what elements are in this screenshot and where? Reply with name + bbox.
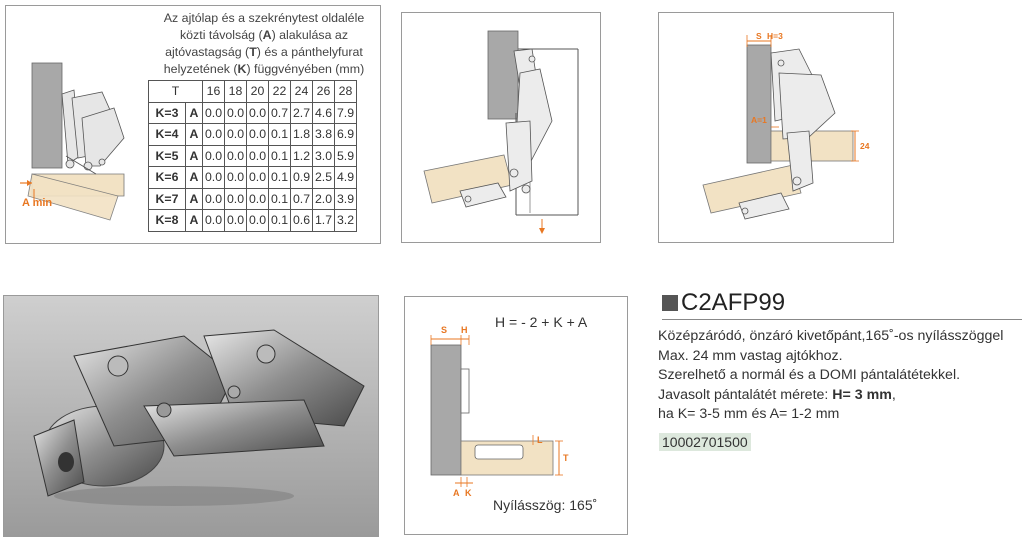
t-dim-label: T: [563, 453, 569, 463]
a-cell: A: [186, 145, 203, 167]
dim24-label: 24: [860, 141, 870, 151]
caption-line-4: helyzetének (K) függvényében (mm): [163, 62, 365, 76]
caption-line-2: közti távolság (A) alakulása az: [179, 28, 349, 42]
value-cell: 3.2: [335, 210, 357, 232]
table-caption: [148, 10, 380, 78]
value-cell: 1.7: [313, 210, 335, 232]
value-cell: 0.0: [247, 145, 269, 167]
k-cell: K=5: [149, 145, 186, 167]
a-dim-label: A: [453, 488, 460, 498]
thickness-header-cell: 22: [269, 81, 291, 103]
value-cell: 1.8: [291, 124, 313, 146]
value-cell: 7.9: [335, 102, 357, 124]
opening-angle-label: Nyílásszög: 165˚: [493, 497, 598, 513]
a-cell: A: [186, 167, 203, 189]
thickness-header-cell: 20: [247, 81, 269, 103]
value-cell: 0.0: [247, 210, 269, 232]
k-cell: K=4: [149, 124, 186, 146]
thickness-header-cell: 24: [291, 81, 313, 103]
value-cell: 0.0: [225, 102, 247, 124]
table-row: [149, 210, 357, 232]
thickness-header-cell: 26: [313, 81, 335, 103]
value-cell: 0.6: [291, 210, 313, 232]
value-cell: 0.9: [291, 167, 313, 189]
value-cell: 0.7: [291, 188, 313, 210]
s-dim-label: S: [441, 325, 448, 335]
value-cell: 4.9: [335, 167, 357, 189]
value-cell: 0.1: [269, 124, 291, 146]
thickness-header-cell: 16: [203, 81, 225, 103]
h3-label: H=3: [767, 31, 783, 41]
formula-text: H = - 2 + K + A: [495, 314, 588, 330]
hinge-photo-illustration: [4, 296, 379, 537]
value-cell: 6.9: [335, 124, 357, 146]
value-cell: 0.0: [225, 210, 247, 232]
product-code-badge: 10002701500: [659, 433, 751, 451]
k-cell: K=6: [149, 167, 186, 189]
title-square-icon: [662, 295, 678, 311]
table-header-row: [149, 81, 357, 103]
title-divider: [662, 319, 1022, 320]
value-cell: 0.1: [269, 167, 291, 189]
thickness-header-cell: 28: [335, 81, 357, 103]
desc-line-5: ha K= 3-5 mm és A= 1-2 mm: [658, 406, 840, 422]
table-row: [149, 124, 357, 146]
value-cell: 3.0: [313, 145, 335, 167]
desc-line-3: Szerelhető a normál és a DOMI pántalátétekkel.: [658, 367, 961, 383]
value-cell: 2.7: [291, 102, 313, 124]
thickness-header-cell: 18: [225, 81, 247, 103]
k-cell: K=8: [149, 210, 186, 232]
formula-panel: [404, 296, 628, 535]
table-row: [149, 145, 357, 167]
open-hinge-diagram: [402, 13, 601, 243]
value-cell: 5.9: [335, 145, 357, 167]
value-cell: 0.0: [203, 210, 225, 232]
a-cell: A: [186, 124, 203, 146]
l-dim-label: L: [537, 435, 543, 445]
value-cell: 0.7: [269, 102, 291, 124]
k-cell: K=3: [149, 102, 186, 124]
value-cell: 1.2: [291, 145, 313, 167]
gap-table-block: [148, 10, 380, 232]
value-cell: 0.1: [269, 188, 291, 210]
desc-line-1: Középzáródó, önzáró kivetőpánt,165˚-os nyílásszöggel: [658, 328, 1004, 344]
product-photo: [3, 295, 379, 537]
value-cell: 0.0: [225, 188, 247, 210]
value-cell: 0.0: [225, 145, 247, 167]
gap-table-panel: [5, 5, 381, 244]
value-cell: 0.0: [247, 188, 269, 210]
amin-label: A min: [22, 197, 53, 209]
table-row: [149, 188, 357, 210]
formula-diagram: [405, 297, 628, 535]
value-cell: 2.0: [313, 188, 335, 210]
value-cell: 2.5: [313, 167, 335, 189]
value-cell: 3.8: [313, 124, 335, 146]
value-cell: 0.0: [225, 167, 247, 189]
desc-line-2: Max. 24 mm vastag ajtókhoz.: [658, 347, 843, 364]
s-label: S: [756, 31, 762, 41]
value-cell: 0.0: [247, 124, 269, 146]
value-cell: 3.9: [335, 188, 357, 210]
value-cell: 0.0: [203, 145, 225, 167]
k-cell: K=7: [149, 188, 186, 210]
value-cell: 0.0: [203, 167, 225, 189]
side-view-panel: [658, 12, 894, 243]
value-cell: 0.1: [269, 210, 291, 232]
value-cell: 0.0: [203, 124, 225, 146]
value-cell: 0.0: [203, 188, 225, 210]
value-cell: 0.0: [203, 102, 225, 124]
a1-label: A=1: [751, 115, 767, 125]
open-hinge-panel: [401, 12, 601, 243]
a-cell: A: [186, 188, 203, 210]
side-view-diagram: [659, 13, 894, 243]
value-cell: 0.0: [247, 167, 269, 189]
k-dim-label: K: [465, 488, 472, 498]
product-description: [658, 327, 1003, 425]
value-cell: 0.1: [269, 145, 291, 167]
product-title: [662, 289, 785, 317]
desc-line-4: Javasolt pántalátét mérete: H= 3 mm,: [658, 386, 896, 403]
a-cell: A: [186, 210, 203, 232]
value-cell: 4.6: [313, 102, 335, 124]
table-row: [149, 102, 357, 124]
table-row: [149, 167, 357, 189]
header-t-cell: T: [149, 81, 203, 103]
gap-table: [148, 80, 357, 232]
h-dim-label: H: [461, 325, 468, 335]
product-title-text: C2AFP99: [681, 289, 786, 316]
caption-line-1: Az ajtólap és a szekrénytest oldaléle: [163, 11, 365, 25]
value-cell: 0.0: [225, 124, 247, 146]
caption-line-3: ajtóvastagság (T) és a pánthelyfurat: [165, 45, 363, 59]
a-cell: A: [186, 102, 203, 124]
value-cell: 0.0: [247, 102, 269, 124]
